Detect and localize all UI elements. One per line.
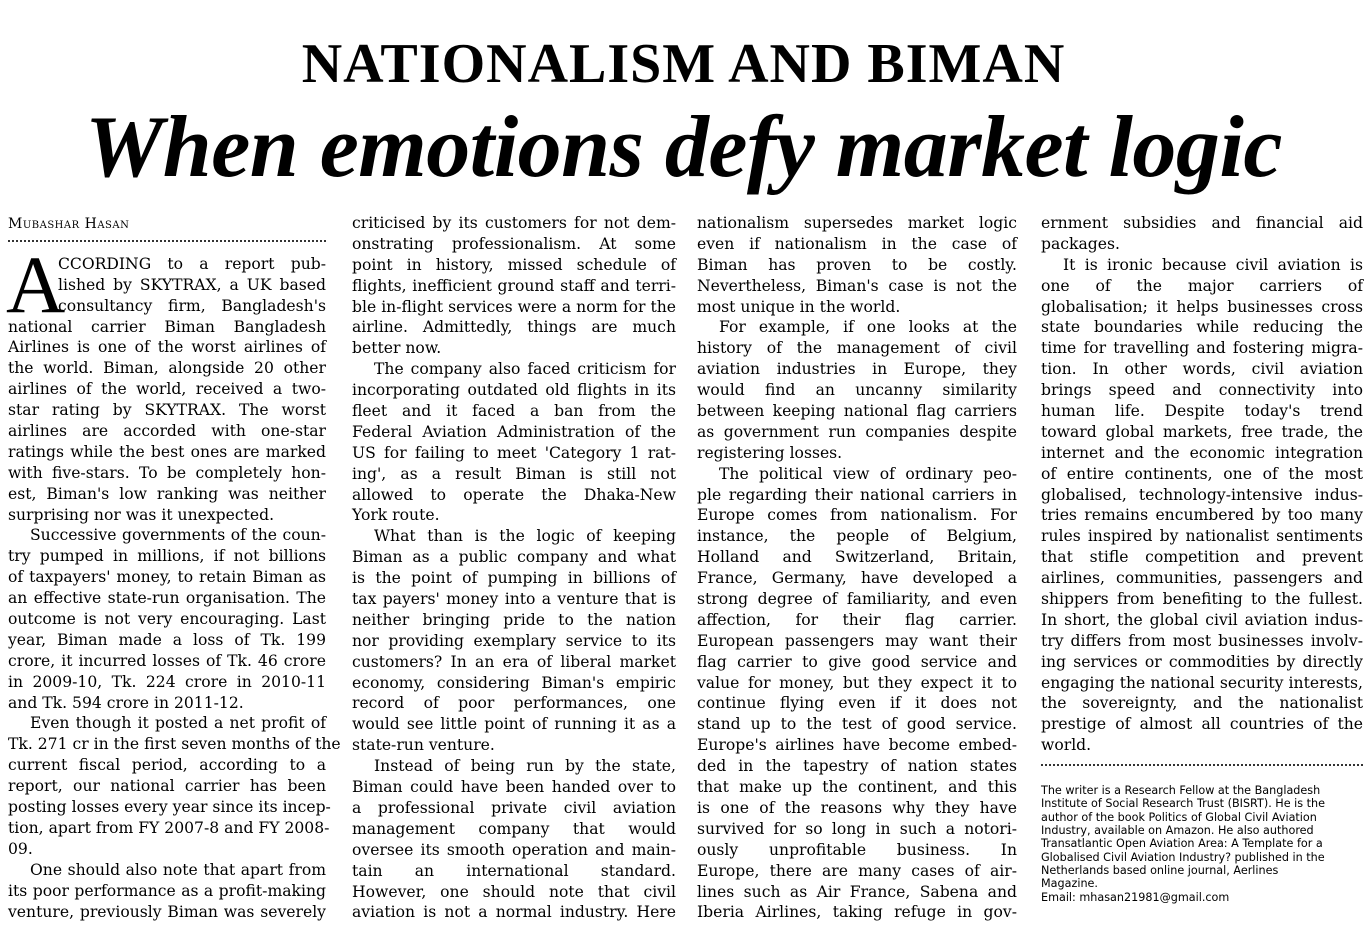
- text-line: Federal Aviation Administration of the: [352, 422, 676, 441]
- text-line: tax payers' money into a venture that is: [352, 590, 676, 609]
- bio-divider: [1041, 756, 1363, 766]
- bio-line: Netherlands based online journal, Aerlines: [1041, 863, 1279, 877]
- text-line: However, one should note that civil: [352, 882, 676, 901]
- drop-cap: A: [6, 238, 66, 330]
- text-line: is one of the reasons why they have: [697, 798, 1017, 817]
- bio-line: Industry, available on Amazon. He also authored: [1041, 824, 1314, 838]
- bio-line: The writer is a Research Fellow at the Bangladesh: [1041, 784, 1321, 798]
- text-line: Europe, there are many cases of air-: [697, 861, 1017, 880]
- text-line: is the point of pumping in billions of: [352, 569, 676, 588]
- text-line: ing services or commodities by directly: [1041, 652, 1363, 671]
- text-line: even if nationalism in the case of: [697, 234, 1017, 253]
- headline: When emotions defy market logic: [85, 99, 1282, 196]
- text-line: 09.: [8, 839, 33, 858]
- text-line: its poor performance as a profit-making: [8, 881, 326, 900]
- text-line: as government run companies despite: [697, 422, 1017, 441]
- text-line: toward global markets, free trade, the: [1041, 422, 1363, 441]
- text-line: try pumped in millions, if not billions: [8, 547, 326, 566]
- text-line: one of the major carriers of: [1041, 276, 1363, 295]
- text-line: that stifle competition and prevent: [1041, 548, 1363, 567]
- text-line: neither bringing pride to the nation: [352, 610, 676, 629]
- text-line: criticised by its customers for not dem-: [352, 214, 676, 232]
- text-line: management company that would: [352, 819, 676, 838]
- article-column-4: [1041, 213, 1363, 904]
- text-line: Airlines is one of the worst airlines of: [8, 338, 326, 357]
- text-line: prestige of almost all countries of the: [1041, 715, 1363, 734]
- text-line: Biman has proven to be costly.: [697, 255, 1017, 274]
- text-line: ratings while the best ones are marked: [8, 442, 326, 461]
- text-line: most unique in the world.: [697, 297, 901, 316]
- text-line: record of poor performances, one: [352, 694, 676, 713]
- text-line: instance, the people of Belgium,: [697, 527, 1017, 546]
- text-line: a professional private civil aviation: [352, 798, 676, 817]
- text-line: brings speed and connectivity into: [1041, 381, 1363, 400]
- text-line: rules inspired by nationalist sentiments: [1041, 527, 1363, 546]
- text-line: The political view of ordinary peo-: [719, 464, 1017, 483]
- text-line: France, Germany, have developed a: [697, 569, 1017, 588]
- text-line: internet and the economic integration: [1041, 443, 1363, 462]
- text-line: ing', as a result Biman is still not: [352, 464, 676, 483]
- text-line: with five-stars. To be completely hon-: [8, 463, 326, 482]
- text-line: Biman as a public company and what: [352, 548, 676, 567]
- text-line: flights, inefficient ground staff and terri-: [352, 276, 676, 295]
- text-line: globalised, technology-intensive indus-: [1041, 485, 1363, 504]
- bio-line: author of the book Politics of Global Civil Aviation: [1041, 810, 1317, 824]
- text-line: point in history, missed schedule of: [352, 255, 676, 274]
- text-line: est, Biman's low ranking was neither: [8, 484, 326, 503]
- text-line: airlines, communities, passengers and: [1041, 569, 1363, 588]
- text-line: ously unprofitable business. In: [697, 840, 1017, 859]
- text-line: lished by SKYTRAX, a UK based: [58, 275, 326, 294]
- text-line: that make up the continent, and this: [697, 778, 1017, 797]
- text-line: Nevertheless, Biman's case is not the: [697, 276, 1017, 295]
- text-line: US for failing to meet 'Category 1 rat-: [352, 443, 676, 462]
- text-line: oversee its smooth operation and main-: [352, 840, 676, 859]
- kicker-title: NATIONALISM AND BIMAN: [301, 33, 1066, 95]
- text-line: state boundaries while reducing the: [1041, 318, 1363, 337]
- text-line: It is ironic because civil aviation is: [1063, 255, 1363, 274]
- text-line: strong degree of familiarity, and even: [697, 590, 1017, 609]
- text-line: For example, if one looks at the: [719, 318, 1017, 337]
- text-line: of entire continents, one of the most: [1041, 464, 1363, 483]
- text-line: airlines are accorded with one-star: [8, 422, 326, 441]
- text-line: nationalism supersedes market logic: [697, 214, 1017, 232]
- text-line: Iberia Airlines, taking refuge in gov-: [697, 903, 1017, 922]
- text-line: state-run venture.: [352, 736, 495, 755]
- text-line: value for money, but they expect it to: [697, 673, 1017, 692]
- article-column-3: [697, 213, 1017, 923]
- text-line: world.: [1041, 736, 1092, 755]
- text-line: better now.: [352, 339, 442, 358]
- text-line: packages.: [1041, 234, 1120, 253]
- text-line: ded in the tapestry of nation states: [697, 757, 1017, 776]
- bio-line: Globalised Civil Aviation Industry? published in the: [1041, 850, 1325, 864]
- text-line: Even though it posted a net profit of: [30, 714, 326, 733]
- text-line: Europe comes from nationalism. For: [697, 506, 1017, 525]
- text-line: tion, apart from FY 2007-8 and FY 2008-: [8, 818, 330, 837]
- text-line: venture, previously Biman was severely: [8, 902, 326, 921]
- text-line: shippers from benefiting to the fullest.: [1041, 590, 1363, 609]
- text-line: What than is the logic of keeping: [374, 527, 676, 546]
- text-line: crore, it incurred losses of Tk. 46 crore: [8, 651, 326, 670]
- text-line: York route.: [352, 506, 440, 525]
- text-line: ble in-flight services were a norm for the: [352, 297, 676, 316]
- text-line: globalisation; it helps businesses cross: [1041, 297, 1363, 316]
- text-line: Europe's airlines have become embed-: [697, 736, 1017, 755]
- text-line: year, Biman made a loss of Tk. 199: [8, 630, 326, 649]
- text-line: in 2009-10, Tk. 224 crore in 2010-11: [8, 672, 326, 691]
- text-line: affection, for their flag carrier.: [697, 610, 1017, 629]
- text-line: tion. In other words, civil aviation: [1041, 360, 1363, 379]
- byline: Mubashar Hasan: [8, 216, 130, 232]
- text-line: fleet and it faced a ban from the: [352, 402, 676, 421]
- text-line: tain an international standard.: [352, 861, 676, 880]
- text-line: Holland and Switzerland, Britain,: [697, 548, 1017, 567]
- text-line: history of the management of civil: [697, 339, 1017, 358]
- text-line: national carrier Biman Bangladesh: [8, 317, 326, 336]
- text-line: posting losses every year since its incep-: [8, 798, 331, 817]
- text-line: flag carrier to give good service and: [697, 652, 1017, 671]
- text-line: consultancy firm, Bangladesh's: [58, 296, 326, 315]
- text-line: survived for so long in such a notori-: [697, 819, 1017, 838]
- text-line: European passengers may want their: [697, 631, 1017, 650]
- text-line: engaging the national security interests,: [1041, 673, 1363, 692]
- article-column-1: [6, 213, 341, 922]
- author-email: Email: mhasan21981@gmail.com: [1041, 890, 1230, 904]
- text-line: registering losses.: [697, 443, 843, 462]
- text-line: between keeping national flag carriers: [697, 402, 1017, 421]
- text-line: Biman could have been handed over to: [352, 778, 676, 797]
- text-line: stand up to the test of good service.: [697, 715, 1017, 734]
- text-line: would see little point of running it as a: [352, 715, 676, 734]
- text-line: The company also faced criticism for: [374, 360, 676, 379]
- text-line: star rating by SKYTRAX. The worst: [8, 401, 326, 420]
- text-line: current fiscal period, according to a: [8, 756, 326, 775]
- text-line: aviation is not a normal industry. Here: [352, 903, 676, 922]
- article-column-2: [352, 213, 676, 923]
- text-line: human life. Despite today's trend: [1041, 402, 1363, 421]
- text-line: CCORDING to a report pub-: [58, 254, 326, 273]
- text-line: aviation industries in Europe, they: [697, 360, 1017, 379]
- text-line: Tk. 271 cr in the first seven months of the: [8, 735, 341, 754]
- text-line: customers? In an era of liberal market: [352, 652, 676, 671]
- text-line: airlines of the world, received a two-: [8, 380, 326, 399]
- text-line: try differs from most businesses involv-: [1041, 631, 1363, 650]
- text-line: tries remains encumbered by too many: [1041, 506, 1363, 525]
- text-line: report, our national carrier has been: [8, 777, 326, 796]
- text-line: lines such as Air France, Sabena and: [697, 882, 1017, 901]
- text-line: One should also note that apart from: [30, 860, 326, 879]
- text-line: surprising nor was it unexpected.: [8, 505, 275, 524]
- text-line: In short, the global civil aviation indus-: [1041, 610, 1363, 629]
- text-line: would find an uncanny similarity: [697, 381, 1017, 400]
- text-line: Successive governments of the coun-: [30, 526, 326, 545]
- text-line: Instead of being run by the state,: [374, 757, 676, 776]
- text-line: and Tk. 594 crore in 2011-12.: [8, 693, 244, 712]
- text-line: the world. Biman, alongside 20 other: [8, 359, 326, 378]
- author-bio: [1041, 784, 1363, 904]
- text-line: ple regarding their national carriers in: [697, 485, 1017, 504]
- text-line: outcome is not very encouraging. Last: [8, 610, 326, 629]
- text-line: nor providing exemplary service to its: [352, 631, 676, 650]
- text-line: continue flying even if it does not: [697, 694, 1017, 713]
- text-line: an effective state-run organisation. The: [8, 589, 326, 608]
- text-line: ernment subsidies and financial aid: [1041, 214, 1363, 232]
- text-line: of taxpayers' money, to retain Biman as: [8, 568, 326, 587]
- bio-line: Transatlantic Open Aviation Area: A Template for a: [1041, 837, 1323, 851]
- text-line: airline. Admittedly, things are much: [352, 318, 676, 337]
- bio-line: Magazine.: [1041, 877, 1098, 891]
- text-line: time for travelling and fostering migra-: [1041, 339, 1363, 358]
- text-line: the sovereignty, and the nationalist: [1041, 694, 1363, 713]
- bio-line: Institute of Social Research Trust (BISRT). He is the: [1041, 797, 1326, 811]
- text-line: onstrating professionalism. At some: [352, 234, 676, 253]
- text-line: incorporating outdated old flights in its: [352, 381, 676, 400]
- text-line: economy, considering Biman's empiric: [352, 673, 676, 692]
- text-line: allowed to operate the Dhaka-New: [352, 485, 676, 504]
